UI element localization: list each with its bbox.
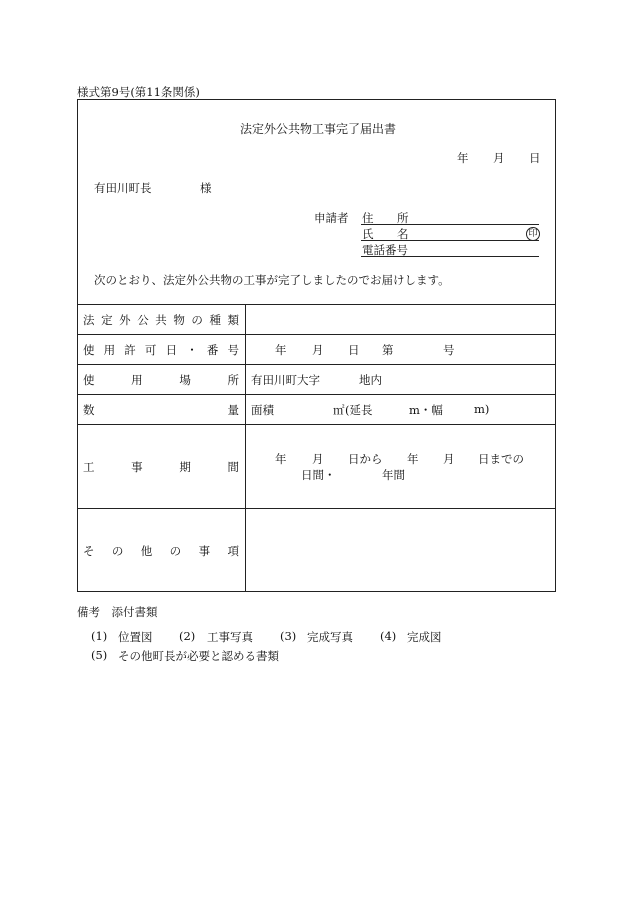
width-label: m・幅: [409, 403, 443, 417]
period-start-month: 月: [312, 452, 324, 466]
row-permit-label: 使 用 許 可 日 ・ 番 号: [83, 343, 239, 357]
name-label-1: 氏: [362, 227, 374, 241]
note-number: (3): [280, 629, 297, 643]
permit-go: 号: [443, 343, 455, 357]
note-text: その他町長が必要と認める書類: [118, 649, 279, 663]
period-end-year: 年: [407, 452, 419, 466]
note-number: (1): [91, 629, 108, 643]
address-label-2: 所: [397, 211, 409, 225]
date-day-label: 日: [529, 151, 541, 165]
row-rule: [77, 334, 556, 335]
row-rule: [77, 424, 556, 425]
form-number: 様式第9号(第11条関係): [77, 85, 200, 99]
row-type-field[interactable]: [246, 305, 555, 334]
row-location-label: 使 用 場 所: [83, 373, 239, 387]
period-start-day: 日から: [348, 452, 383, 466]
note-text: 工事写真: [207, 630, 253, 644]
permit-no: 第: [382, 343, 394, 357]
applicant-label: 申請者: [314, 211, 349, 225]
permit-year: 年: [275, 343, 287, 357]
notes-heading: 備考 添付書類: [77, 605, 158, 619]
m2-unit: ㎡: [333, 403, 345, 417]
period-end-day: 日までの: [478, 452, 524, 466]
addressee-honorific: 様: [200, 181, 212, 195]
period-days: 日間・: [301, 468, 336, 482]
row-type-label: 法 定 外 公 共 物 の 種 類: [83, 313, 239, 327]
name-label-2: 名: [397, 227, 409, 241]
note-number: (5): [91, 648, 108, 662]
note-text: 完成図: [407, 630, 442, 644]
form-title: 法定外公共物工事完了届出書: [240, 122, 397, 136]
row-period-label: 工 事 期 間: [83, 460, 239, 474]
seal-mark: 印: [526, 227, 540, 241]
width-unit: m): [474, 402, 490, 416]
period-start-year: 年: [275, 452, 287, 466]
permit-month: 月: [312, 343, 324, 357]
address-line[interactable]: [361, 224, 539, 225]
statement: 次のとおり、法定外公共物の工事が完了しましたのでお届けします。: [94, 273, 450, 287]
addressee-name: 有田川町長: [94, 181, 152, 195]
row-other-label: そ の 他 の 事 項: [83, 544, 239, 558]
period-end-month: 月: [443, 452, 455, 466]
phone-label: 電話番号: [362, 243, 408, 257]
row-rule: [77, 364, 556, 365]
row-other-field[interactable]: [246, 509, 555, 591]
date-month-label: 月: [493, 151, 505, 165]
address-label-1: 住: [362, 211, 374, 225]
note-number: (2): [179, 629, 196, 643]
note-number: (4): [380, 629, 397, 643]
row-quantity-label: 数 量: [83, 403, 239, 417]
permit-day: 日: [348, 343, 360, 357]
area-label: 面積: [251, 403, 274, 417]
length-label: (延長: [345, 403, 373, 417]
name-line[interactable]: [361, 240, 539, 241]
location-prefix: 有田川町大字: [251, 373, 320, 387]
date-year-label: 年: [457, 151, 469, 165]
period-years: 年間: [382, 468, 405, 482]
note-text: 完成写真: [307, 630, 353, 644]
note-text: 位置図: [118, 630, 153, 644]
row-rule: [77, 394, 556, 395]
location-suffix: 地内: [359, 373, 382, 387]
phone-line[interactable]: [361, 256, 539, 257]
